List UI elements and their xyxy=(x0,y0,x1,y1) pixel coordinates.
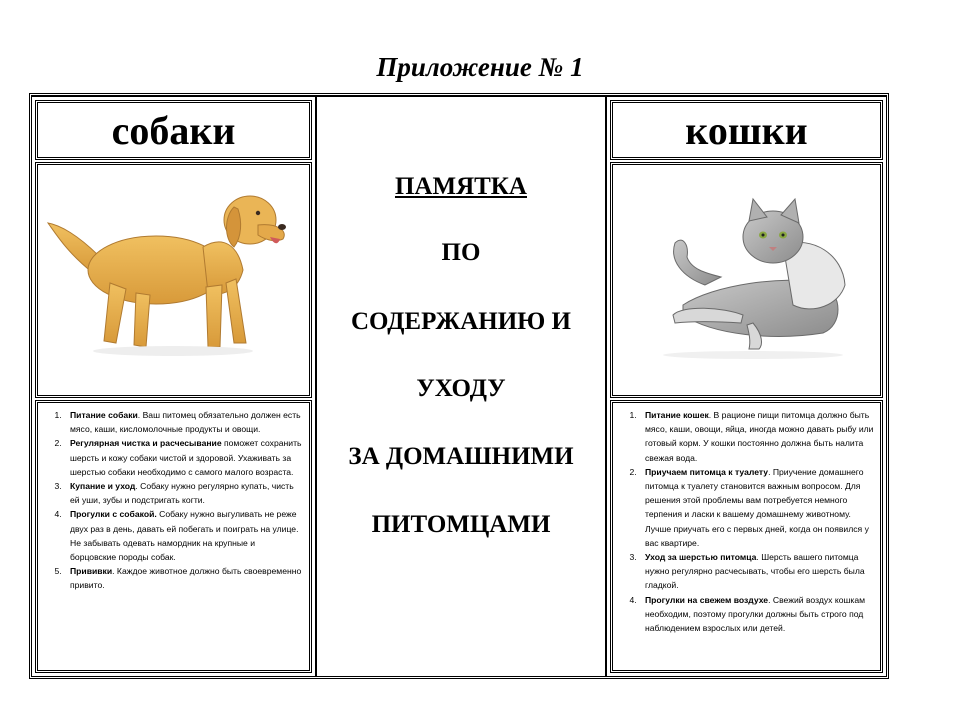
cat-illustration xyxy=(610,162,883,398)
cats-item-2: 2. Приучаем питомца к туалету. Приучение домашнего питомца к туалету становится важным вопросом. Для решения этой проблемы вам потребуется немного терпения и ласки к вашему домашнему животному. Лучше приучать его с первых дней, когда он появился у вас квартире. xyxy=(639,465,874,550)
cats-heading: кошки xyxy=(610,100,883,160)
dog-image xyxy=(38,165,309,395)
dogs-item-5: 5. Прививки. Каждое животное должно быть своевременно привито. xyxy=(64,564,303,592)
memo-column xyxy=(316,96,606,677)
appendix-title: Приложение № 1 xyxy=(376,52,584,82)
dog-illustration xyxy=(35,162,312,398)
dogs-item-4: 4. Прогулки с собакой. Собаку нужно выгуливать не реже двух раз в день, давать ей побегать и поиграть на улице. Не забывать одевать намордник на крупные и борцовские породы собак. xyxy=(64,507,303,564)
cats-item-3: 3. Уход за шерстью питомца. Шерсть вашего питомца нужно регулярно расчесывать, чтобы его шерсть была гладкой. xyxy=(639,550,874,593)
memo-title-line-1: ПАМЯТКА xyxy=(394,173,527,200)
cats-care-list xyxy=(610,400,883,673)
memo-title-line-5: ЗА ДОМАШНИМИ xyxy=(348,443,574,470)
memo-title-line-2: ПО xyxy=(441,239,481,266)
dogs-item-1: 1. Питание собаки. Ваш питомец обязательно должен есть мясо, каши, кисломолочные продукты и овощи. xyxy=(64,408,303,436)
cats-item-4: 4. Прогулки на свежем воздухе. Свежий воздух кошкам необходим, поэтому прогулки должны быть строго под наблюдением взрослых или детей. xyxy=(639,593,874,636)
cat-image xyxy=(613,165,880,395)
dogs-item-2: 2. Регулярная чистка и расчесывание поможет сохранить шерсть и кожу собаки чистой и здоровой. Ухаживать за шерстью собаки необходимо с самого малого возраста. xyxy=(64,436,303,479)
memo-title-line-6: ПИТОМЦАМИ xyxy=(371,511,551,538)
memo-title-line-4: УХОДУ xyxy=(416,375,506,402)
cats-item-1: 1. Питание кошек. В рационе пищи питомца должно быть мясо, каши, овощи, яйца, иногда можно давать рыбу или готовый корм. У кошки постоянно должна быть налита свежая вода. xyxy=(639,408,874,465)
dogs-heading: собаки xyxy=(35,100,312,160)
dogs-care-list xyxy=(35,400,312,673)
dogs-item-3: 3. Купание и уход. Собаку нужно регулярно купать, чисть ей уши, зубы и подстригать когти. xyxy=(64,479,303,507)
memo-title-line-3: СОДЕРЖАНИЮ И xyxy=(350,308,572,335)
